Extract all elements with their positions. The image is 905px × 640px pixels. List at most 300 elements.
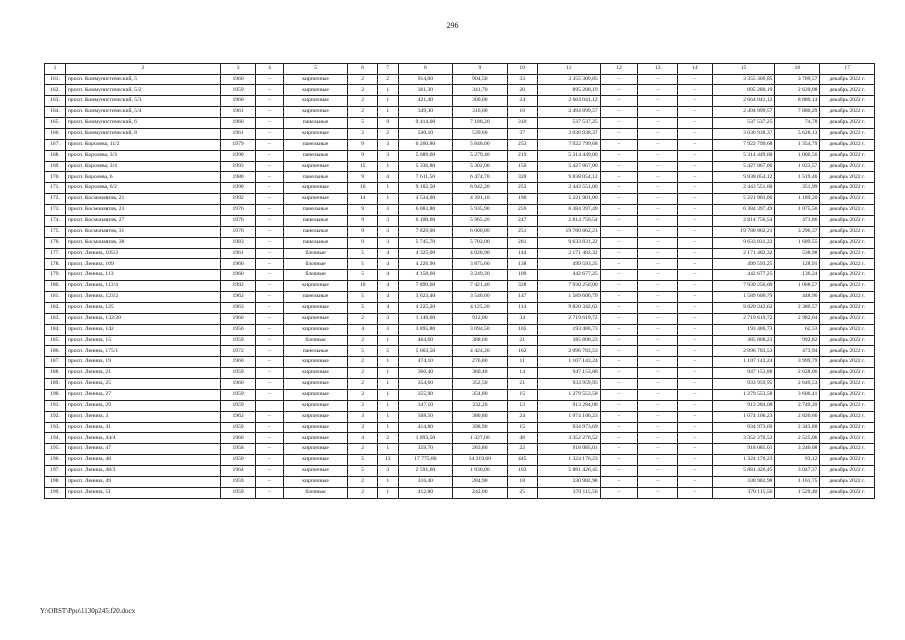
table-cell: 181. [45, 292, 66, 303]
table-cell: 48 [507, 433, 537, 444]
table-cell: – [600, 357, 638, 368]
table-cell: – [678, 313, 713, 324]
table-cell: 1976 [220, 205, 256, 216]
table-cell: – [638, 433, 678, 444]
table-cell: 442 677,25 [537, 270, 600, 281]
table-cell: 1 074 106,23 [537, 411, 600, 422]
table-cell: просп. Ленина, 49 [65, 476, 220, 487]
table-cell: 193 486,73 [712, 324, 775, 335]
table-cell: – [638, 379, 678, 390]
table-cell: 33 [507, 74, 537, 85]
table-cell: декабрь 2022 г. [820, 172, 875, 183]
table-cell: – [678, 357, 713, 368]
table-cell: 388,60 [453, 335, 507, 346]
table-cell: 2 [348, 74, 377, 85]
table-cell: 421,40 [398, 96, 452, 107]
table-cell: декабрь 2022 г. [820, 368, 875, 379]
table-cell: – [638, 357, 678, 368]
table-cell: 1 354,79 [775, 139, 820, 150]
table-cell: 3 355 309,85 [537, 74, 600, 85]
table-cell: 2 494 899,57 [537, 107, 600, 118]
table-cell: – [678, 128, 713, 139]
table-cell: 172. [45, 194, 66, 205]
table-cell: 195. [45, 444, 66, 455]
column-number-row [45, 64, 875, 75]
table-cell: 247 [507, 215, 537, 226]
table-cell: 2 [348, 96, 377, 107]
table-cell: 185. [45, 335, 66, 346]
table-cell: – [638, 411, 678, 422]
table-cell: 1960 [220, 270, 256, 281]
table-cell: 13 [507, 400, 537, 411]
table-cell: панельные [283, 215, 348, 226]
table-row [45, 346, 875, 357]
table-cell: 2 494 899,57 [712, 107, 775, 118]
table-cell: блочные [283, 487, 348, 498]
table-cell: 2 380,57 [775, 302, 820, 313]
table-cell: 3 875,60 [453, 259, 507, 270]
table-cell: просп. Космонавтов, 31 [65, 226, 220, 237]
table-cell: просп. Коммунистический, 6 [65, 118, 220, 129]
table-cell: – [678, 183, 713, 194]
table-cell: – [638, 248, 678, 259]
table-cell: – [678, 215, 713, 226]
table-cell: 310 [507, 118, 537, 129]
table-cell: 2 628,06 [775, 368, 820, 379]
table-cell: 182. [45, 302, 66, 313]
table-cell: 1 324 176,23 [712, 455, 775, 466]
table-cell: 359,70 [398, 444, 452, 455]
table-cell: – [600, 161, 638, 172]
table-cell: 187. [45, 357, 66, 368]
table-cell: 1 [377, 368, 398, 379]
table-cell: 361,30 [398, 85, 452, 96]
table-cell: 1 107 143,24 [537, 357, 600, 368]
table-cell: 464,60 [398, 335, 452, 346]
table-cell: 5 336,80 [398, 161, 452, 172]
table-cell: 442 677,25 [712, 270, 775, 281]
table-cell: – [638, 368, 678, 379]
table-row [45, 226, 875, 237]
column-header: 4 [256, 64, 283, 75]
table-cell: 3 036 938,37 [712, 128, 775, 139]
table-cell: просп. Космонавтов, 38 [65, 237, 220, 248]
table-cell: 1959 [220, 487, 256, 498]
table-cell: – [638, 313, 678, 324]
table-cell: – [256, 107, 283, 118]
table-cell: 190 [507, 194, 537, 205]
table-cell: 21 [507, 379, 537, 390]
table-cell: 19 780 862,21 [537, 226, 600, 237]
table-cell: – [600, 183, 638, 194]
table-cell: 5 221 901,00 [712, 194, 775, 205]
table-cell: 3 [377, 139, 398, 150]
table-cell: 14 [348, 194, 377, 205]
table-cell: 251 [507, 226, 537, 237]
table-cell: 5 [348, 259, 377, 270]
table-cell: – [256, 237, 283, 248]
table-cell: 253 [507, 183, 537, 194]
table-cell: 1 [377, 400, 398, 411]
table-cell: – [638, 172, 678, 183]
table-cell: 9 [348, 237, 377, 248]
table-cell: 5 [348, 346, 377, 357]
table-cell: – [678, 118, 713, 129]
table-cell: 7 930 256,00 [537, 281, 600, 292]
table-cell: 188. [45, 368, 66, 379]
table-row [45, 172, 875, 183]
table-cell: 25 [507, 487, 537, 498]
table-cell: 184. [45, 324, 66, 335]
table-cell: 183. [45, 313, 66, 324]
table-cell: – [600, 118, 638, 129]
table-cell: – [600, 172, 638, 183]
table-cell: 2 820,66 [775, 411, 820, 422]
table-cell: – [256, 270, 283, 281]
table-cell: 1990 [220, 150, 256, 161]
table-cell: – [638, 74, 678, 85]
table-cell: просп. Ленина, 113/4 [65, 281, 220, 292]
table-cell: 1 [377, 379, 398, 390]
table-cell: 1 689,55 [775, 237, 820, 248]
table-cell: – [600, 194, 638, 205]
table-cell: 219 [507, 150, 537, 161]
table-cell: декабрь 2022 г. [820, 379, 875, 390]
table-cell: 2 719 619,72 [712, 313, 775, 324]
table-cell: 904,50 [453, 74, 507, 85]
table-cell: – [678, 368, 713, 379]
table-cell: декабрь 2022 г. [820, 85, 875, 96]
table-row [45, 183, 875, 194]
column-header: 12 [600, 64, 638, 75]
table-row [45, 313, 875, 324]
table-cell: кирпичные [283, 357, 348, 368]
table-cell: 412,80 [398, 487, 452, 498]
table-cell: кирпичные [283, 302, 348, 313]
table-body [45, 74, 875, 498]
table-row [45, 96, 875, 107]
table-cell: просп. Ленина, 25 [65, 379, 220, 390]
table-cell: 351,99 [775, 183, 820, 194]
table-cell: просп. Ленина, 175/1 [65, 346, 220, 357]
table-cell: – [678, 455, 713, 466]
table-cell: – [678, 74, 713, 85]
table-cell: – [600, 400, 638, 411]
table-cell: 9 [348, 215, 377, 226]
table-cell: 1 068,57 [775, 281, 820, 292]
table-cell: – [638, 292, 678, 303]
table-cell: 242,00 [453, 487, 507, 498]
table-cell: 284,90 [453, 476, 507, 487]
table-cell: – [638, 226, 678, 237]
table-cell: панельные [283, 292, 348, 303]
table-cell: 1992 [220, 194, 256, 205]
table-cell: 1 [377, 422, 398, 433]
table-cell: 5 965,20 [453, 215, 507, 226]
table-cell: – [638, 487, 678, 498]
table-cell: 34 [507, 313, 537, 324]
table-cell: 161. [45, 74, 66, 85]
table-cell: – [678, 346, 713, 357]
table-cell: 3 047,37 [775, 466, 820, 477]
table-cell: – [256, 335, 283, 346]
table-cell: – [638, 466, 678, 477]
table-cell: – [638, 400, 678, 411]
table-cell: 5 314 449,00 [537, 150, 600, 161]
table-row [45, 259, 875, 270]
table-cell: – [256, 128, 283, 139]
table-cell: 1959 [220, 400, 256, 411]
table-cell: кирпичные [283, 400, 348, 411]
table-cell: – [678, 248, 713, 259]
table-cell: – [600, 476, 638, 487]
table-cell: 15 [507, 389, 537, 400]
table-cell: панельные [283, 139, 348, 150]
table-cell: 4 [377, 259, 398, 270]
table-cell: 1990 [220, 183, 256, 194]
table-cell: – [256, 259, 283, 270]
table-cell: 4 534,00 [398, 194, 452, 205]
table-cell: 1983 [220, 237, 256, 248]
table-cell: 1 [377, 107, 398, 118]
table-cell: 1959 [220, 389, 256, 400]
column-header: 1 [45, 64, 66, 75]
table-cell: 6 474,70 [453, 172, 507, 183]
table-cell: 2 [377, 128, 398, 139]
table-cell: 360,40 [398, 368, 452, 379]
table-cell: 1 519,46 [775, 172, 820, 183]
table-cell: 138 [507, 259, 537, 270]
table-cell: 9 [348, 139, 377, 150]
table-cell: 6 384 397,49 [537, 205, 600, 216]
table-cell: 471,86 [775, 215, 820, 226]
table-cell: кирпичные [283, 476, 348, 487]
table-cell: – [256, 487, 283, 498]
table-cell: 1 [377, 335, 398, 346]
table-cell: 1976 [220, 226, 256, 237]
table-cell: 170. [45, 172, 66, 183]
table-cell: – [678, 389, 713, 400]
table-cell: 1993 [220, 161, 256, 172]
table-cell: 1 [377, 96, 398, 107]
table-cell: 1 930,00 [453, 466, 507, 477]
table-cell: 3 [377, 237, 398, 248]
table-cell: декабрь 2022 г. [820, 139, 875, 150]
table-cell: – [600, 139, 638, 150]
table-cell: 177. [45, 248, 66, 259]
table-cell: – [638, 335, 678, 346]
table-cell: кирпичные [283, 85, 348, 96]
table-cell: 9 633 831,22 [537, 237, 600, 248]
table-row [45, 194, 875, 205]
table-cell: 1 [377, 476, 398, 487]
table-cell: 474,10 [398, 357, 452, 368]
table-cell: просп. Ленина, 21 [65, 368, 220, 379]
table-row [45, 368, 875, 379]
table-cell: кирпичные [283, 183, 348, 194]
table-cell: декабрь 2022 г. [820, 194, 875, 205]
table-cell: 9 633 831,22 [712, 237, 775, 248]
table-cell: 1960 [220, 313, 256, 324]
table-cell: 4 [377, 172, 398, 183]
table-cell: 4 [348, 433, 377, 444]
table-row [45, 476, 875, 487]
table-cell: просп. Королева, 3/4 [65, 161, 220, 172]
table-cell: 144 [507, 248, 537, 259]
table-cell: 3 623,40 [398, 292, 452, 303]
table-cell: декабрь 2022 г. [820, 487, 875, 498]
table-cell: 537 537,25 [712, 118, 775, 129]
table-cell: – [678, 161, 713, 172]
table-cell: 281 [507, 237, 537, 248]
table-row [45, 302, 875, 313]
table-cell: 4 225,20 [398, 302, 452, 313]
table-cell: панельные [283, 226, 348, 237]
table-cell: 537 537,25 [537, 118, 600, 129]
table-cell: кирпичные [283, 368, 348, 379]
table-cell: – [600, 85, 638, 96]
table-cell: – [638, 139, 678, 150]
table-cell: 5 702,00 [453, 237, 507, 248]
table-cell: 163. [45, 96, 66, 107]
table-cell: 398,90 [453, 422, 507, 433]
table-cell: 3 [377, 466, 398, 477]
table-cell: кирпичные [283, 161, 348, 172]
table-cell: 37 [507, 128, 537, 139]
table-cell: 5 848,00 [453, 139, 507, 150]
table-cell: 2 [377, 433, 398, 444]
table-cell: 2 [348, 444, 377, 455]
table-cell: 2 525,06 [775, 433, 820, 444]
table-cell: – [638, 194, 678, 205]
table-row [45, 248, 875, 259]
table-cell: 2 [348, 85, 377, 96]
table-cell: 2 096 783,53 [712, 346, 775, 357]
table-cell: – [256, 422, 283, 433]
table-cell: 448,96 [775, 292, 820, 303]
table-cell: 136,24 [775, 270, 820, 281]
table-cell: 193 486,73 [537, 324, 600, 335]
table-cell: – [600, 205, 638, 216]
table-cell: – [678, 194, 713, 205]
table-cell: 5 689,60 [398, 150, 452, 161]
table-cell: 5 [377, 346, 398, 357]
table-row [45, 335, 875, 346]
table-cell: 164. [45, 107, 66, 118]
table-cell: 1 [377, 194, 398, 205]
table-cell: – [678, 226, 713, 237]
table-cell: декабрь 2022 г. [820, 118, 875, 129]
table-cell: 193. [45, 422, 66, 433]
table-cell: 895 280,19 [537, 85, 600, 96]
table-cell: 4 [377, 292, 398, 303]
table-cell: 992,82 [775, 335, 820, 346]
table-cell: кирпичные [283, 379, 348, 390]
table-cell: 5 745,70 [398, 237, 452, 248]
table-cell: 2 [348, 335, 377, 346]
table-cell: 147 [507, 292, 537, 303]
table-cell: панельные [283, 150, 348, 161]
table-cell: 3 355 309,85 [712, 74, 775, 85]
table-cell: 167. [45, 139, 66, 150]
table-cell: 150 [507, 161, 537, 172]
table-cell: – [638, 96, 678, 107]
table-cell: 165. [45, 118, 66, 129]
table-cell: 1960 [220, 74, 256, 85]
table-cell: кирпичные [283, 107, 348, 118]
table-cell: просп. Ленина, 142 [65, 324, 220, 335]
table-cell: 103 [507, 466, 537, 477]
table-cell: просп. Коммунистический, 5/2 [65, 85, 220, 96]
table-cell: 5 [348, 270, 377, 281]
table-cell: – [600, 96, 638, 107]
table-cell: 3 606,41 [775, 389, 820, 400]
table-cell: 24 [507, 411, 537, 422]
table-cell: 4 [377, 281, 398, 292]
table-cell: 1992 [220, 281, 256, 292]
table-cell: – [678, 476, 713, 487]
table-cell: 5 935,90 [453, 205, 507, 216]
table-cell: – [600, 411, 638, 422]
table-cell: 11 [507, 357, 537, 368]
table-cell: 499 593,25 [537, 259, 600, 270]
table-cell: декабрь 2022 г. [820, 248, 875, 259]
table-cell: – [600, 150, 638, 161]
table-cell: 508,50 [398, 411, 452, 422]
table-cell: – [638, 161, 678, 172]
table-cell: 169. [45, 161, 66, 172]
table-cell: 2 171 482,32 [712, 248, 775, 259]
table-cell: 9 182,50 [398, 183, 452, 194]
table-cell: 1979 [220, 139, 256, 150]
table-cell: 5 221 901,00 [537, 194, 600, 205]
table-cell: 1980 [220, 172, 256, 183]
table-cell: 1958 [220, 444, 256, 455]
table-row [45, 118, 875, 129]
table-row [45, 487, 875, 498]
table-cell: 114 [507, 302, 537, 313]
table-cell: 1961 [220, 248, 256, 259]
table-cell: 21 [507, 335, 537, 346]
table-row [45, 281, 875, 292]
table-cell: 9 838 054,12 [712, 172, 775, 183]
table-cell: – [638, 118, 678, 129]
table-cell: – [256, 281, 283, 292]
table-cell: просп. Ленина, 132/20 [65, 313, 220, 324]
table-cell: просп. Ленина, 113 [65, 270, 220, 281]
table-cell: 2 [348, 128, 377, 139]
table-cell: 7 611,50 [398, 172, 452, 183]
table-cell: 1 161,75 [775, 476, 820, 487]
column-header: 17 [820, 64, 875, 75]
table-cell: – [600, 270, 638, 281]
table-cell: 19 780 862,21 [712, 226, 775, 237]
table-cell: – [256, 444, 283, 455]
table-cell: декабрь 2022 г. [820, 270, 875, 281]
table-cell: – [600, 466, 638, 477]
table-row [45, 139, 875, 150]
table-cell: 2 [348, 107, 377, 118]
table-cell: 2 443 551,00 [537, 183, 600, 194]
table-cell: декабрь 2022 г. [820, 226, 875, 237]
table-cell: – [678, 205, 713, 216]
table-cell: декабрь 2022 г. [820, 161, 875, 172]
table-cell: 3 895,80 [398, 324, 452, 335]
table-cell: 2 591,60 [398, 466, 452, 477]
table-cell: просп. Ленина, 27 [65, 389, 220, 400]
table-cell: декабрь 2022 г. [820, 400, 875, 411]
table-cell: – [638, 281, 678, 292]
